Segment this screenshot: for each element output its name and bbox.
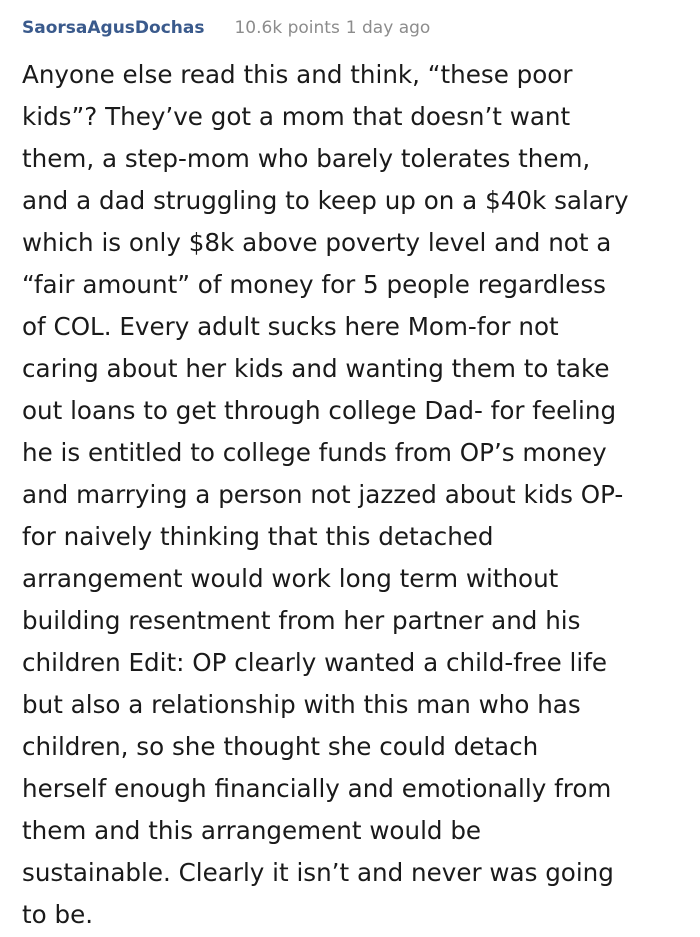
comment-line: and marrying a person not jazzed about kids OP- <box>22 480 624 509</box>
comment-line: “fair amount” of money for 5 people regardless <box>22 270 606 299</box>
comment-meta <box>22 18 700 44</box>
comment-line: and a dad struggling to keep up on a $40k salary <box>22 186 629 215</box>
comment-line: kids”? They’ve got a mom that doesn’t want <box>22 102 571 131</box>
comment-line: he is entitled to college funds from OP’s money <box>22 438 607 467</box>
comment-line: Anyone else read this and think, “these poor <box>22 60 573 89</box>
comment-line: to be. <box>22 900 94 929</box>
comment-line: children Edit: OP clearly wanted a child-free life <box>22 648 607 677</box>
comment-line: sustainable. Clearly it isn’t and never was going <box>22 858 614 887</box>
comment-line: arrangement would work long term without <box>22 564 559 593</box>
comment-line: but also a relationship with this man who has <box>22 690 581 719</box>
comment-line: herself enough financially and emotionally from <box>22 774 612 803</box>
comment-line: which is only $8k above poverty level and not a <box>22 228 612 257</box>
comment-line: caring about her kids and wanting them to take <box>22 354 610 383</box>
comment-username-link[interactable]: SaorsaAgusDochas <box>22 18 205 38</box>
comment-line: children, so she thought she could detach <box>22 732 539 761</box>
comment-body <box>22 54 678 936</box>
comment-line: for naively thinking that this detached <box>22 522 494 551</box>
comment-line: of COL. Every adult sucks here Mom-for not <box>22 312 559 341</box>
comment-points: 10.6k points <box>234 18 340 38</box>
comment-timestamp: 1 day ago <box>345 18 431 38</box>
comment-line: building resentment from her partner and his <box>22 606 581 635</box>
comment-line: them, a step-mom who barely tolerates them, <box>22 144 591 173</box>
comment-line: out loans to get through college Dad- for feeling <box>22 396 617 425</box>
comment-line: them and this arrangement would be <box>22 816 482 845</box>
